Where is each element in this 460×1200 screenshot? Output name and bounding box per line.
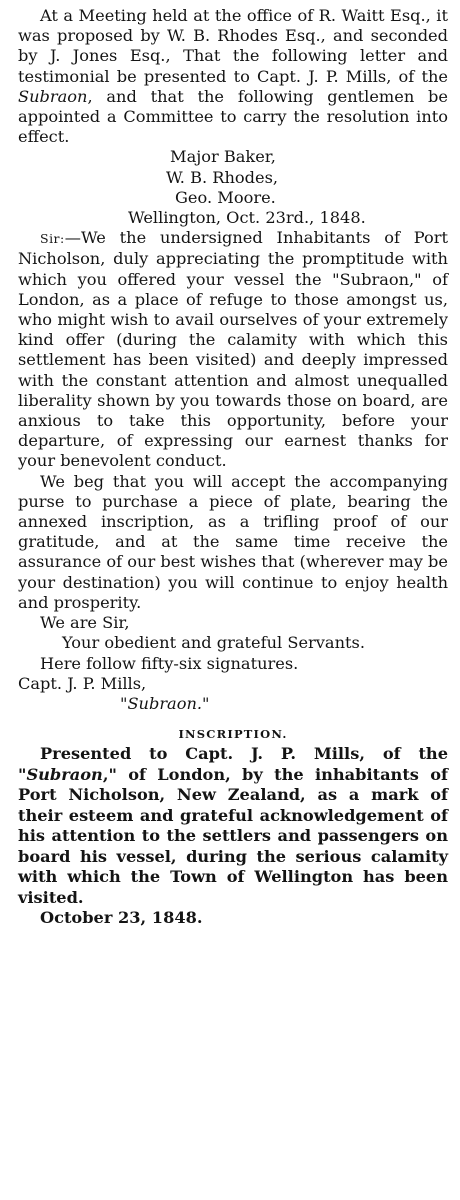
meeting-paragraph	[18, 6, 448, 147]
letter-body-1: —We the undersigned Inhabitants of Port Nicholson, duly appreciating the promptitude with which you offered your vessel the "Subraon," of London, as a place of refuge to those amongst us, who might wish to avail ourselves of your extremely kind offer (during the calamity with which this settlement has been visited) and deeply impressed with the constant attention and almost unequalled liberality shown by you towards those on board, are anxious to take this opportunity, before your departure, of expressing our earnest thanks for your benevolent conduct.	[18, 228, 448, 471]
inscription-date: October 23, 1848.	[40, 908, 203, 928]
inscription-text-end: ," of London, by the inhabitants of Port Nicholson, New Zealand, as a mark of their esteem and grateful acknowledgement of his attention to the settlers and passengers on board his vessel, during the serious calamity with which the Town of Wellington has been visited.	[18, 764, 448, 907]
inscription-ship: Subraon	[26, 764, 103, 784]
signatures-note: Here follow fifty-six signatures.	[40, 653, 299, 673]
ship-name: Subraon	[18, 86, 88, 106]
inscription-text	[18, 744, 448, 908]
salutation: Sir:	[40, 231, 65, 247]
letter-paragraph-1	[18, 228, 448, 471]
addressee-ship: "Subraon."	[120, 693, 210, 713]
committee-member: Geo. Moore.	[175, 187, 276, 207]
meeting-text: At a Meeting held at the office of R. Waitt Esq., it was proposed by W. B. Rhodes Esq., and seconded by J. Jones Esq., That the following letter and testimonial be presented to Capt. J. P. Mills, of the	[18, 6, 448, 86]
committee-list	[18, 147, 448, 208]
addressee: Capt. J. P. Mills,	[18, 673, 147, 693]
inscription-heading: INSCRIPTION.	[178, 727, 288, 742]
dateline: Wellington, Oct. 23rd., 1848.	[128, 208, 366, 228]
committee-member: W. B. Rhodes,	[166, 167, 279, 187]
we-are-line: We are Sir,	[40, 613, 130, 633]
letter-paragraph-2: We beg that you will accept the accompanying purse to purchase a piece of plate, bearing the annexed inscription, as a trifling proof of our gratitude, and at the same time receive the assurance of our best wishes that (wherever may be your destination) you will continue to enjoy health and prosperity.	[18, 471, 448, 612]
inscription-text-start: Presented to Capt. J. P. Mills, of the "	[18, 744, 448, 784]
closing-line: Your obedient and grateful Servants.	[62, 633, 365, 653]
committee-member: Major Baker,	[170, 147, 276, 167]
meeting-text-end: , and that the following gentlemen be appointed a Committee to carry the resolution into effect.	[18, 86, 448, 147]
